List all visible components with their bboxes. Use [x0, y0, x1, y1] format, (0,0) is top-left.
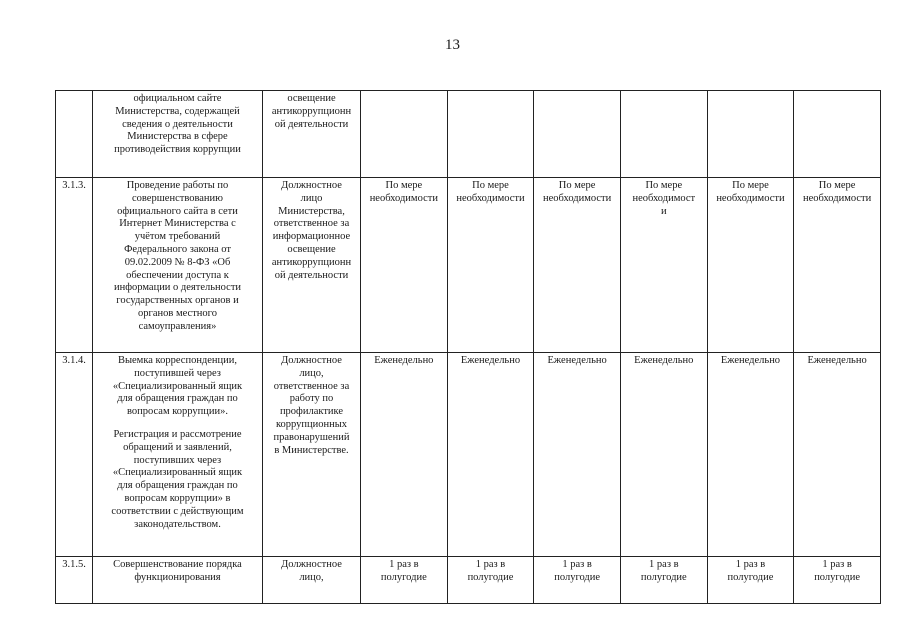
action-line: Федерального закона от — [124, 243, 231, 255]
action-line: Министерства в сфере — [127, 131, 228, 143]
period-line: и — [660, 205, 667, 217]
period-cell: Еженедельно — [447, 353, 534, 557]
responsible-line: ой деятельности — [274, 269, 349, 281]
responsible-line: правонарушений — [273, 431, 350, 443]
action-line: официального сайта в сети — [117, 205, 238, 217]
action-line: соответствии с действующим — [111, 505, 244, 517]
action-line: законодательством. — [134, 518, 221, 530]
action-line: Министерства, содержащей — [115, 105, 240, 117]
period-cell — [534, 557, 621, 604]
period-line: полугодие — [554, 571, 601, 583]
period-cell: Еженедельно — [534, 353, 621, 557]
period-cell — [534, 178, 621, 353]
period-cell — [361, 557, 448, 604]
action-cell — [93, 353, 263, 557]
action-line: официальном сайте — [133, 93, 222, 104]
action-line: вопросам коррупции». — [126, 406, 229, 418]
period-cell — [794, 178, 881, 353]
period-line: По мере — [645, 180, 683, 191]
period-cell — [361, 91, 448, 178]
period-line: По мере — [385, 180, 423, 191]
action-line: 09.02.2009 № 8-ФЗ «Об — [124, 256, 231, 268]
action-line: противодействия коррупции — [114, 144, 241, 156]
action-line: вопросам коррупции» в — [124, 492, 231, 504]
responsible-line: лицо — [300, 192, 323, 204]
period-cell — [794, 557, 881, 604]
action-line: обращений и заявлений, — [123, 441, 232, 453]
table-row — [56, 91, 881, 178]
period-cell — [620, 178, 707, 353]
action-line: сведения о деятельности — [122, 118, 233, 130]
measures-table — [55, 90, 881, 604]
responsible-line: антикоррупционн — [271, 256, 352, 268]
item-number-cell: 3.1.4. — [56, 353, 93, 557]
action-line: информации о деятельности — [113, 282, 242, 294]
period-line: необходимости — [369, 192, 438, 204]
action-cell — [93, 91, 263, 178]
period-line: полугодие — [640, 571, 687, 583]
period-line: необходимости — [802, 192, 872, 204]
period-line: полугодие — [467, 571, 514, 583]
period-cell — [620, 91, 707, 178]
table-row — [56, 353, 881, 557]
period-cell — [707, 178, 794, 353]
action-paragraph — [95, 429, 260, 531]
period-cell — [447, 91, 534, 178]
action-cell — [93, 178, 263, 353]
period-cell: Еженедельно — [794, 353, 881, 557]
action-line: Совершенствование порядка — [113, 559, 242, 570]
period-cell: Еженедельно — [707, 353, 794, 557]
period-line: необходимости — [543, 192, 612, 204]
action-line: совершенствованию — [131, 192, 224, 204]
action-line: самоуправления» — [138, 320, 217, 332]
period-line: По мере — [818, 180, 856, 191]
period-cell — [534, 91, 621, 178]
responsible-line: ответственное за — [273, 380, 350, 392]
responsible-line: лицо, — [299, 571, 324, 583]
item-number-cell: 3.1.5. — [56, 557, 93, 604]
period-cell — [620, 557, 707, 604]
period-cell: Еженедельно — [361, 353, 448, 557]
action-line: функционирования — [134, 571, 221, 583]
period-cell: Еженедельно — [620, 353, 707, 557]
action-line: Проведение работы по — [126, 180, 229, 191]
period-cell — [794, 91, 881, 178]
period-cell — [361, 178, 448, 353]
period-line: По мере — [732, 180, 769, 191]
responsible-cell — [263, 353, 361, 557]
table-row — [56, 178, 881, 353]
responsible-cell — [263, 91, 361, 178]
responsible-line: коррупционных — [275, 418, 348, 430]
action-line: органов местного — [138, 307, 217, 319]
period-line: полугодие — [380, 571, 427, 583]
action-paragraph — [95, 355, 260, 419]
responsible-line: Министерства, — [278, 205, 345, 217]
period-line: По мере — [558, 180, 596, 191]
period-line: полугодие — [814, 571, 861, 583]
page-number: 13 — [445, 37, 460, 53]
action-line: «Специализированный ящик — [112, 467, 243, 479]
responsible-line: освещение — [287, 93, 336, 104]
period-line: необходимости — [716, 192, 785, 204]
period-cell — [707, 91, 794, 178]
responsible-line: ой деятельности — [274, 118, 349, 130]
period-line: 1 раз в — [475, 559, 506, 570]
action-line: поступившей через — [134, 367, 221, 379]
responsible-line: Должностное — [281, 559, 342, 570]
period-line: полугодие — [727, 571, 774, 583]
action-cell — [93, 557, 263, 604]
action-line: обеспечении доступа к — [126, 269, 229, 281]
period-line: необходимости — [456, 192, 525, 204]
responsible-line: профилактике — [279, 406, 344, 418]
responsible-line: антикоррупционн — [271, 105, 352, 117]
responsible-line: лицо, — [299, 367, 324, 379]
action-line: Выемка корреспонденции, — [117, 355, 238, 366]
responsible-cell — [263, 178, 361, 353]
responsible-line: работу по — [289, 393, 334, 405]
period-line: 1 раз в — [735, 559, 766, 570]
action-line: Интернет Министерства с — [119, 218, 236, 230]
period-line: 1 раз в — [822, 559, 852, 570]
action-line: для обращения граждан по — [117, 393, 238, 405]
period-line: По мере — [472, 180, 509, 191]
period-line: необходимост — [632, 192, 696, 204]
period-line: 1 раз в — [562, 559, 592, 570]
responsible-line: Должностное — [281, 180, 342, 191]
responsible-cell — [263, 557, 361, 604]
action-line: для обращения граждан по — [117, 480, 238, 492]
period-cell — [447, 557, 534, 604]
action-line: Регистрация и рассмотрение — [113, 428, 242, 440]
action-line: поступивших через — [133, 454, 222, 466]
item-number-cell — [56, 91, 93, 178]
action-line: государственных органов и — [116, 295, 239, 307]
responsible-line: Должностное — [281, 355, 342, 366]
period-cell — [447, 178, 534, 353]
period-line: 1 раз в — [389, 559, 419, 570]
item-number-cell: 3.1.3. — [56, 178, 93, 353]
period-cell — [707, 557, 794, 604]
responsible-line: информационное — [272, 231, 351, 243]
responsible-line: освещение — [287, 243, 336, 255]
table-row — [56, 557, 881, 604]
responsible-line: в Министерстве. — [274, 444, 349, 456]
period-line: 1 раз в — [649, 559, 679, 570]
action-line: «Специализированный ящик — [112, 380, 243, 392]
action-line: учётом требований — [134, 231, 221, 243]
responsible-line: ответственное за — [273, 218, 350, 230]
